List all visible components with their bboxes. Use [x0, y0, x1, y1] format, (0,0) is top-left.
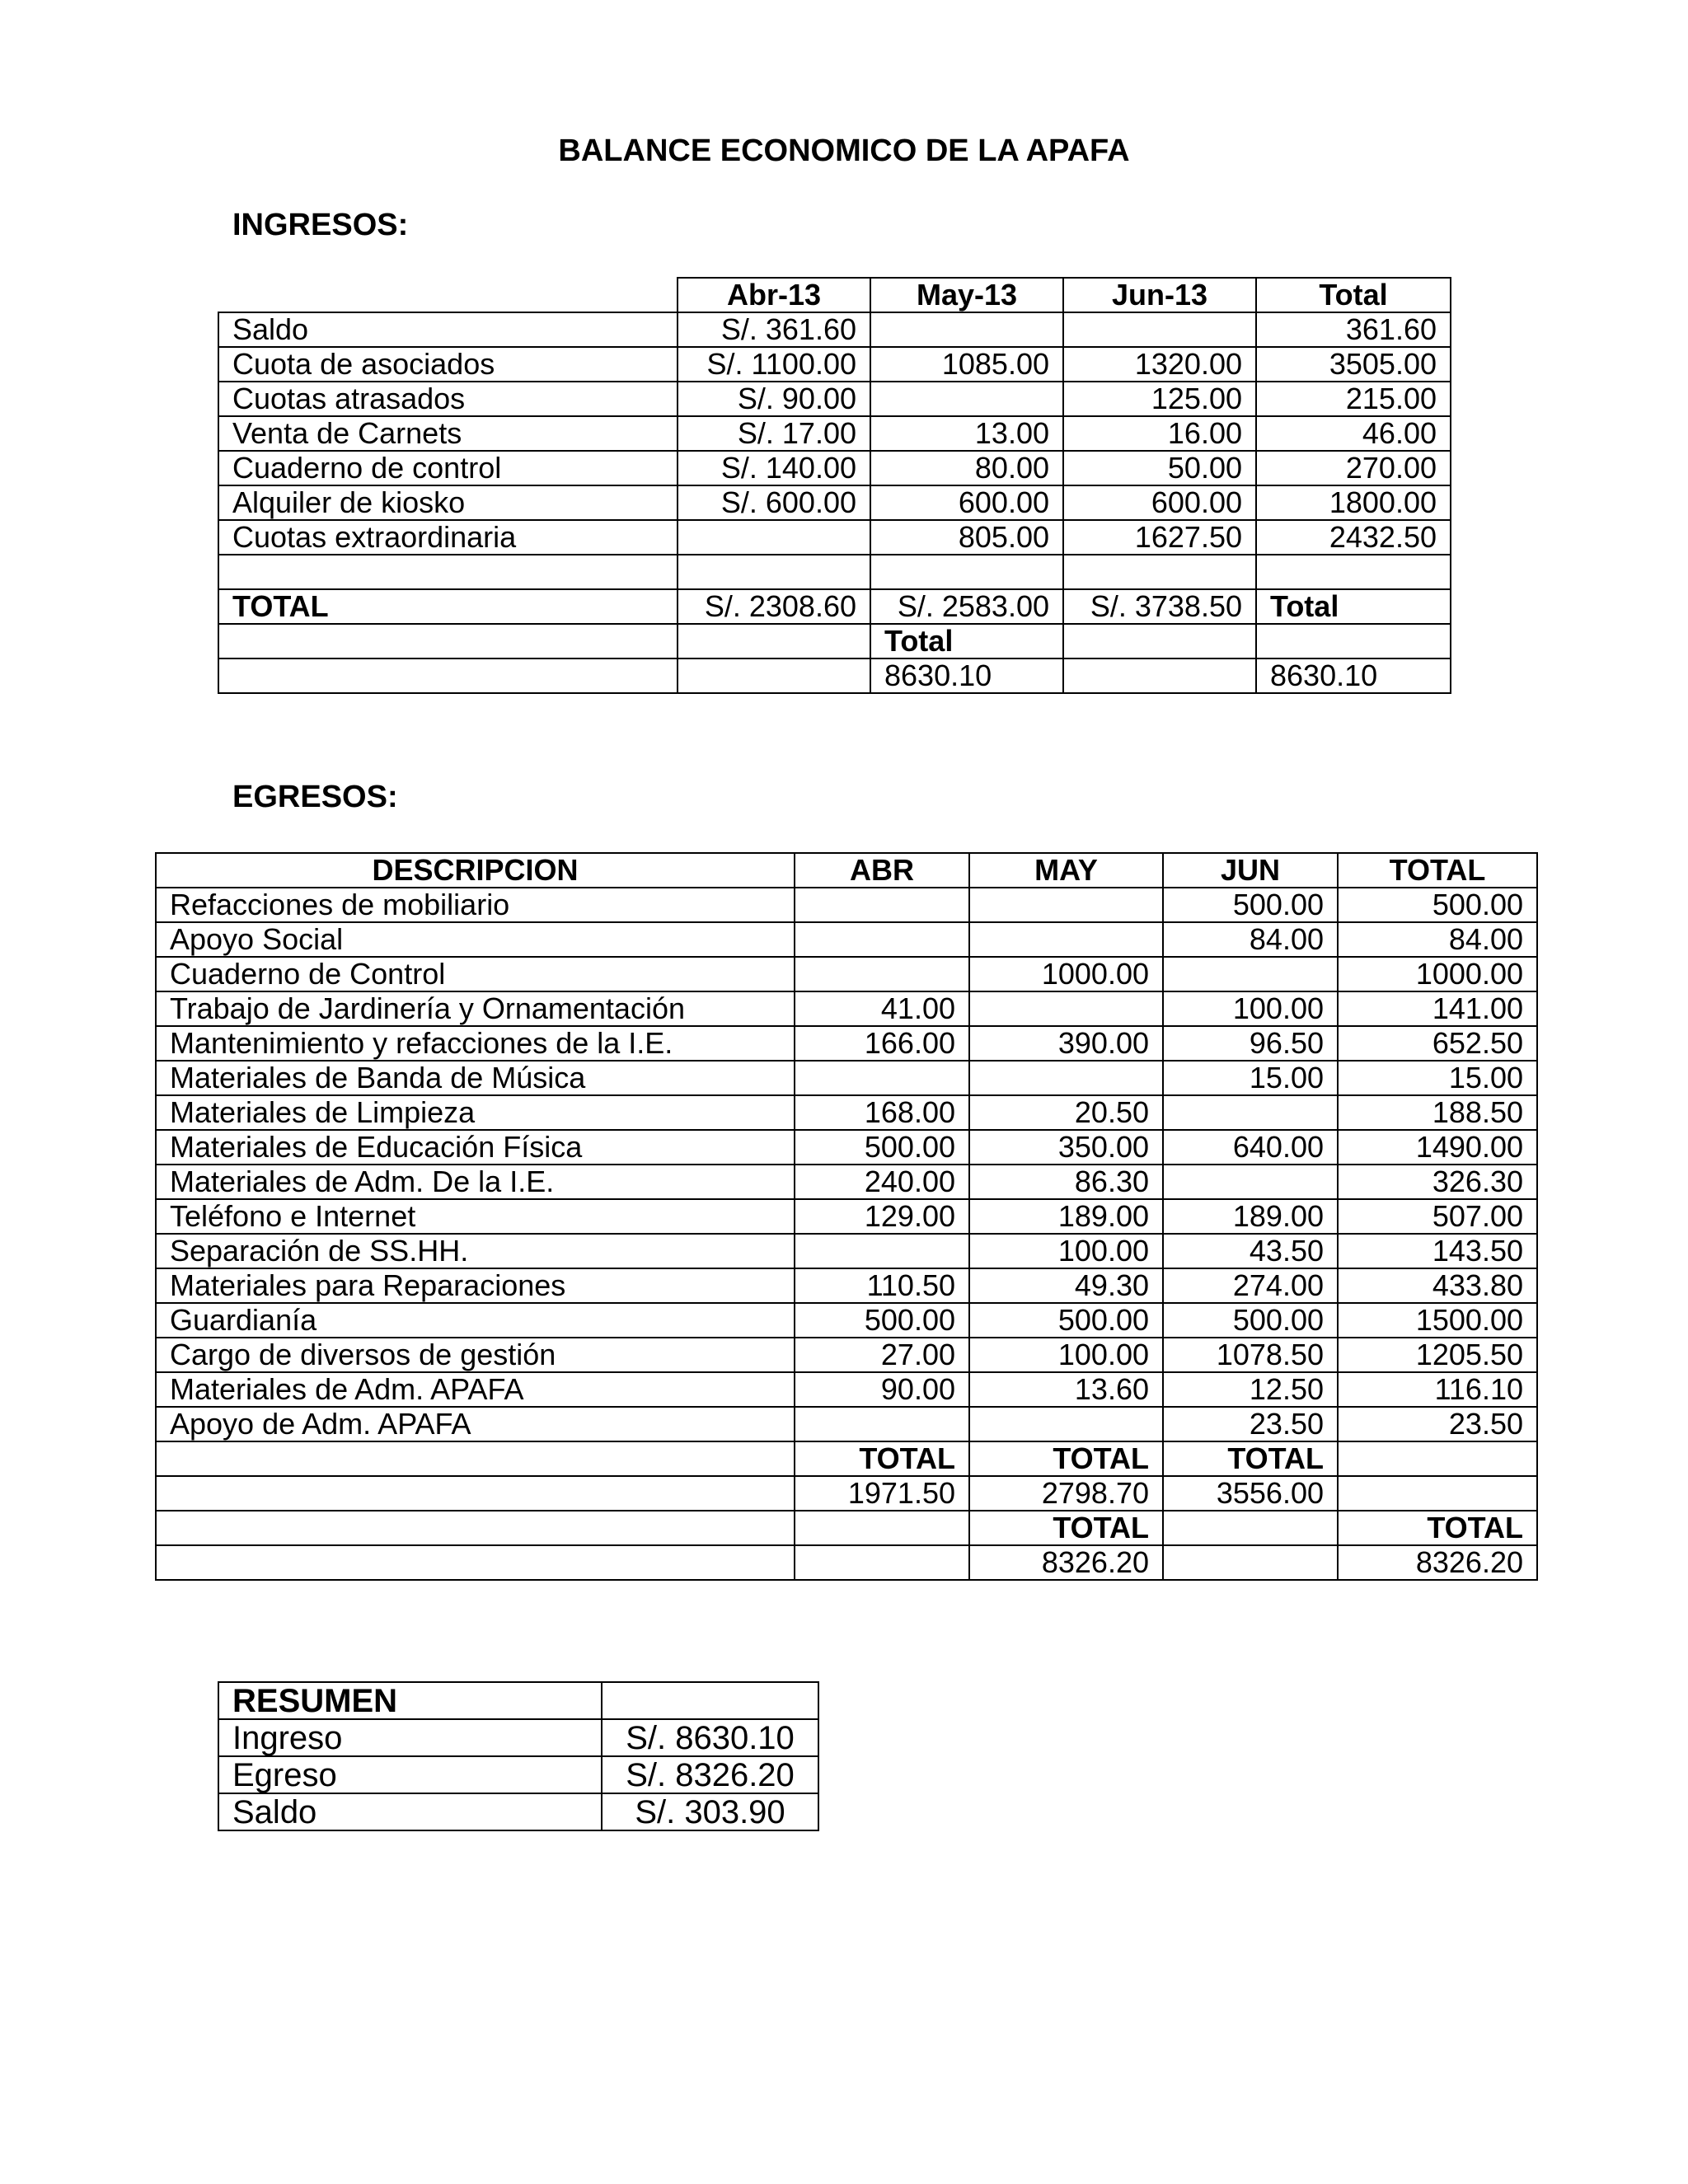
table-cell: 640.00	[1163, 1130, 1338, 1165]
column-header: TOTAL	[1338, 853, 1537, 888]
table-cell: 15.00	[1338, 1061, 1537, 1095]
table-cell	[795, 1545, 969, 1580]
table-cell: 13.60	[969, 1372, 1163, 1407]
table-cell	[1163, 1095, 1338, 1130]
table-cell	[678, 555, 870, 589]
table-cell: 143.50	[1338, 1234, 1537, 1268]
row-label: Materiales para Reparaciones	[156, 1268, 795, 1303]
table-cell: 84.00	[1163, 922, 1338, 957]
row-label: Egreso	[218, 1756, 602, 1793]
ingresos-heading: INGRESOS:	[232, 208, 409, 242]
row-label: Alquiler de kiosko	[218, 485, 678, 520]
total-label: TOTAL	[1338, 1511, 1537, 1545]
row-label: Trabajo de Jardinería y Ornamentación	[156, 991, 795, 1026]
row-label: Materiales de Limpieza	[156, 1095, 795, 1130]
table-cell	[870, 382, 1063, 416]
table-cell	[1063, 624, 1256, 658]
table-cell	[1163, 1511, 1338, 1545]
row-label: Apoyo Social	[156, 922, 795, 957]
table-cell	[795, 922, 969, 957]
table-cell: 652.50	[1338, 1026, 1537, 1061]
table-cell: 16.00	[1063, 416, 1256, 451]
table-cell: 2432.50	[1256, 520, 1451, 555]
table-cell	[795, 1234, 969, 1268]
ingresos-header-row	[218, 278, 1451, 312]
table-row	[156, 1234, 1537, 1268]
table-cell	[1163, 957, 1338, 991]
amount: S/. 303.90	[602, 1793, 818, 1830]
table-cell: 100.00	[969, 1338, 1163, 1372]
table-row	[218, 520, 1451, 555]
table-cell	[602, 1682, 818, 1719]
resumen-header-row	[218, 1682, 818, 1719]
table-cell	[218, 624, 678, 658]
column-header: JUN	[1163, 853, 1338, 888]
table-cell: 270.00	[1256, 451, 1451, 485]
table-cell: 43.50	[1163, 1234, 1338, 1268]
table-cell: 189.00	[1163, 1199, 1338, 1234]
table-cell: 805.00	[870, 520, 1063, 555]
table-cell: 600.00	[870, 485, 1063, 520]
table-cell	[678, 658, 870, 693]
table-cell: 500.00	[1163, 888, 1338, 922]
table-cell: 80.00	[870, 451, 1063, 485]
table-cell: 1800.00	[1256, 485, 1451, 520]
table-row	[156, 888, 1537, 922]
table-cell: 90.00	[795, 1372, 969, 1407]
total-label: TOTAL	[969, 1441, 1163, 1476]
total-value: S/. 3738.50	[1063, 589, 1256, 624]
table-cell: 215.00	[1256, 382, 1451, 416]
table-cell: 1627.50	[1063, 520, 1256, 555]
table-cell: 125.00	[1063, 382, 1256, 416]
row-label: Materiales de Adm. APAFA	[156, 1372, 795, 1407]
document-title: BALANCE ECONOMICO DE LA APAFA	[558, 134, 1130, 168]
table-cell: 110.50	[795, 1268, 969, 1303]
grand-total-value: 8326.20	[969, 1545, 1163, 1580]
total-label: TOTAL	[1163, 1441, 1338, 1476]
row-label: Saldo	[218, 1793, 602, 1830]
table-cell: 129.00	[795, 1199, 969, 1234]
table-row	[156, 957, 1537, 991]
table-cell: S/. 600.00	[678, 485, 870, 520]
grand-total-row	[218, 658, 1451, 693]
row-label: Teléfono e Internet	[156, 1199, 795, 1234]
total-value: S/. 2308.60	[678, 589, 870, 624]
table-cell: 49.30	[969, 1268, 1163, 1303]
table-cell: 1500.00	[1338, 1303, 1537, 1338]
row-label: Cuotas atrasados	[218, 382, 678, 416]
table-cell	[156, 1511, 795, 1545]
table-cell: 168.00	[795, 1095, 969, 1130]
resumen-table	[218, 1681, 819, 1831]
table-row	[218, 451, 1451, 485]
row-label: Materiales de Adm. De la I.E.	[156, 1165, 795, 1199]
table-cell: S/. 140.00	[678, 451, 870, 485]
column-header: DESCRIPCION	[156, 853, 795, 888]
table-cell: 1320.00	[1063, 347, 1256, 382]
table-cell	[678, 624, 870, 658]
table-cell	[795, 1407, 969, 1441]
table-cell: S/. 1100.00	[678, 347, 870, 382]
row-label: Guardianía	[156, 1303, 795, 1338]
table-cell: 23.50	[1338, 1407, 1537, 1441]
table-cell	[1256, 624, 1451, 658]
table-cell	[969, 888, 1163, 922]
table-row	[156, 1165, 1537, 1199]
egresos-table	[155, 852, 1538, 1581]
table-cell	[678, 520, 870, 555]
table-cell	[795, 888, 969, 922]
total-value: 3556.00	[1163, 1476, 1338, 1511]
table-row	[218, 416, 1451, 451]
row-label: Saldo	[218, 312, 678, 347]
table-cell: 326.30	[1338, 1165, 1537, 1199]
table-cell: 1078.50	[1163, 1338, 1338, 1372]
total-label: Total	[1256, 589, 1451, 624]
table-cell	[1163, 1165, 1338, 1199]
total-row	[218, 589, 1451, 624]
table-cell: 507.00	[1338, 1199, 1537, 1234]
table-cell: 27.00	[795, 1338, 969, 1372]
egresos-header-row	[156, 853, 1537, 888]
table-cell	[795, 957, 969, 991]
row-label: Ingreso	[218, 1719, 602, 1756]
row-label: Cuota de asociados	[218, 347, 678, 382]
table-cell: 361.60	[1256, 312, 1451, 347]
table-row	[156, 1268, 1537, 1303]
table-cell: 500.00	[795, 1130, 969, 1165]
ingresos-table	[218, 277, 1451, 694]
table-cell	[870, 312, 1063, 347]
row-label: Cuotas extraordinaria	[218, 520, 678, 555]
table-cell: 50.00	[1063, 451, 1256, 485]
total-value: 1971.50	[795, 1476, 969, 1511]
grand-total-row	[156, 1545, 1537, 1580]
table-cell: 433.80	[1338, 1268, 1537, 1303]
row-label: Separación de SS.HH.	[156, 1234, 795, 1268]
column-header: May-13	[870, 278, 1063, 312]
table-cell: 23.50	[1163, 1407, 1338, 1441]
total-label: TOTAL	[218, 589, 678, 624]
egresos-heading: EGRESOS:	[232, 780, 398, 814]
table-cell: 116.10	[1338, 1372, 1537, 1407]
table-cell: 166.00	[795, 1026, 969, 1061]
table-row	[156, 1303, 1537, 1338]
table-cell: 274.00	[1163, 1268, 1338, 1303]
table-cell: S/. 17.00	[678, 416, 870, 451]
table-cell: 20.50	[969, 1095, 1163, 1130]
table-cell	[969, 922, 1163, 957]
table-cell	[156, 1441, 795, 1476]
table-cell	[218, 658, 678, 693]
table-cell: 100.00	[969, 1234, 1163, 1268]
total-label: Total	[870, 624, 1063, 658]
table-cell: 86.30	[969, 1165, 1163, 1199]
table-row	[218, 485, 1451, 520]
grand-total-value: 8630.10	[1256, 658, 1451, 693]
total-value: S/. 2583.00	[870, 589, 1063, 624]
row-label: Materiales de Educación Física	[156, 1130, 795, 1165]
table-cell: 500.00	[1338, 888, 1537, 922]
table-cell: 1085.00	[870, 347, 1063, 382]
table-row	[156, 1130, 1537, 1165]
row-label: Cuaderno de control	[218, 451, 678, 485]
table-row	[156, 922, 1537, 957]
grand-total-label-row	[156, 1511, 1537, 1545]
table-row	[218, 1719, 818, 1756]
table-cell: 13.00	[870, 416, 1063, 451]
table-row	[218, 382, 1451, 416]
header-spacer	[218, 278, 678, 312]
table-cell: 15.00	[1163, 1061, 1338, 1095]
table-cell	[795, 1511, 969, 1545]
grand-total-label-row	[218, 624, 1451, 658]
row-label: Cargo de diversos de gestión	[156, 1338, 795, 1372]
table-row	[218, 347, 1451, 382]
grand-total-value: 8326.20	[1338, 1545, 1537, 1580]
table-cell	[870, 555, 1063, 589]
table-cell: 350.00	[969, 1130, 1163, 1165]
table-cell: 240.00	[795, 1165, 969, 1199]
table-cell	[1063, 658, 1256, 693]
table-cell: 600.00	[1063, 485, 1256, 520]
table-row	[218, 1793, 818, 1830]
amount: S/. 8326.20	[602, 1756, 818, 1793]
grand-total-value: 8630.10	[870, 658, 1063, 693]
table-cell: 1000.00	[969, 957, 1163, 991]
column-header: Total	[1256, 278, 1451, 312]
row-label: Cuaderno de Control	[156, 957, 795, 991]
table-cell	[969, 991, 1163, 1026]
table-cell	[1338, 1441, 1537, 1476]
row-label: Apoyo de Adm. APAFA	[156, 1407, 795, 1441]
table-row	[156, 1026, 1537, 1061]
table-cell: 500.00	[795, 1303, 969, 1338]
table-row	[156, 1095, 1537, 1130]
month-total-label-row	[156, 1441, 1537, 1476]
table-cell: S/. 361.60	[678, 312, 870, 347]
table-cell: 141.00	[1338, 991, 1537, 1026]
table-row	[218, 1756, 818, 1793]
table-cell: 188.50	[1338, 1095, 1537, 1130]
month-total-row	[156, 1476, 1537, 1511]
table-cell	[1163, 1545, 1338, 1580]
table-cell: 1205.50	[1338, 1338, 1537, 1372]
table-cell	[1063, 555, 1256, 589]
table-cell: 46.00	[1256, 416, 1451, 451]
table-cell	[156, 1476, 795, 1511]
column-header: Jun-13	[1063, 278, 1256, 312]
table-row	[218, 312, 1451, 347]
row-label: Mantenimiento y refacciones de la I.E.	[156, 1026, 795, 1061]
table-cell: 41.00	[795, 991, 969, 1026]
table-cell	[1063, 312, 1256, 347]
total-value: 2798.70	[969, 1476, 1163, 1511]
table-cell: 500.00	[1163, 1303, 1338, 1338]
row-label: Materiales de Banda de Música	[156, 1061, 795, 1095]
table-cell: 84.00	[1338, 922, 1537, 957]
table-cell	[969, 1407, 1163, 1441]
table-row	[156, 1338, 1537, 1372]
row-label: Refacciones de mobiliario	[156, 888, 795, 922]
table-row	[156, 1407, 1537, 1441]
table-cell	[1338, 1476, 1537, 1511]
table-cell: 3505.00	[1256, 347, 1451, 382]
table-cell: 12.50	[1163, 1372, 1338, 1407]
table-row	[156, 991, 1537, 1026]
table-cell: 1490.00	[1338, 1130, 1537, 1165]
row-label: Venta de Carnets	[218, 416, 678, 451]
table-cell: 1000.00	[1338, 957, 1537, 991]
table-cell	[969, 1061, 1163, 1095]
table-cell	[156, 1545, 795, 1580]
empty-row	[218, 555, 1451, 589]
table-cell: 500.00	[969, 1303, 1163, 1338]
table-cell	[218, 555, 678, 589]
column-header: MAY	[969, 853, 1163, 888]
table-cell: S/. 90.00	[678, 382, 870, 416]
total-label: TOTAL	[969, 1511, 1163, 1545]
column-header: ABR	[795, 853, 969, 888]
table-cell: 390.00	[969, 1026, 1163, 1061]
table-cell: 100.00	[1163, 991, 1338, 1026]
table-cell	[1256, 555, 1451, 589]
resumen-heading: RESUMEN	[218, 1682, 602, 1719]
table-row	[156, 1061, 1537, 1095]
total-label: TOTAL	[795, 1441, 969, 1476]
table-row	[156, 1372, 1537, 1407]
column-header: Abr-13	[678, 278, 870, 312]
table-cell: 96.50	[1163, 1026, 1338, 1061]
table-cell: 189.00	[969, 1199, 1163, 1234]
table-cell	[795, 1061, 969, 1095]
table-row	[156, 1199, 1537, 1234]
amount: S/. 8630.10	[602, 1719, 818, 1756]
